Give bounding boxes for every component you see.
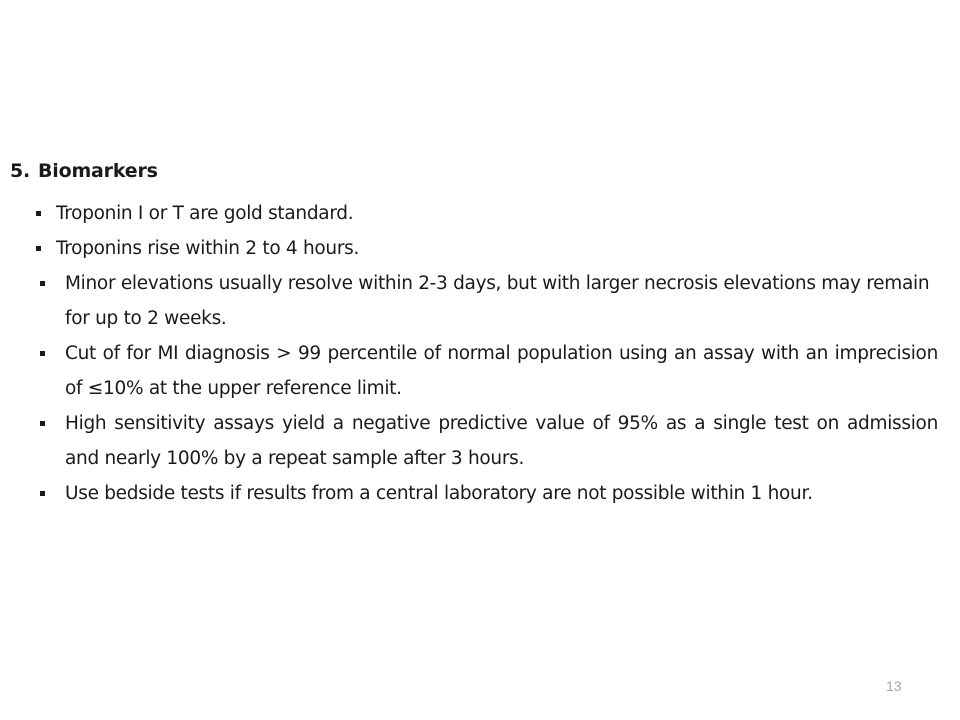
bullet-item	[36, 336, 938, 406]
bullet-text: Troponin I or T are gold standard.	[56, 203, 354, 224]
page-number: 13	[886, 678, 902, 694]
square-bullet-icon	[40, 476, 48, 511]
bullet-text: High sensitivity assays yield a negative predictive value of 95% as a single test on admission and nearly 100% by a repeat sample after 3 hours.	[65, 413, 938, 469]
section-number: 5.	[10, 160, 31, 182]
bullet-text: Cut of for MI diagnosis > 99 percentile of normal population using an assay with an imprecision of ≤10% at the upper reference limit.	[65, 343, 938, 399]
square-bullet-icon	[40, 266, 48, 301]
bullet-text: Use bedside tests if results from a central laboratory are not possible within 1 hour.	[65, 483, 813, 504]
bullet-text: Troponins rise within 2 to 4 hours.	[56, 238, 360, 259]
square-bullet-icon	[36, 196, 44, 231]
section-title: Biomarkers	[38, 160, 158, 182]
bullet-item	[36, 406, 938, 476]
square-bullet-icon	[40, 336, 48, 371]
bullet-list	[36, 196, 938, 511]
bullet-item	[36, 196, 938, 231]
section-heading	[10, 160, 158, 182]
square-bullet-icon	[36, 231, 44, 266]
bullet-item	[36, 476, 938, 511]
bullet-text: Minor elevations usually resolve within 2-3 days, but with larger necrosis elevations may remain for up to 2 weeks.	[65, 273, 930, 329]
square-bullet-icon	[40, 406, 48, 441]
bullet-item	[36, 231, 938, 266]
bullet-item	[36, 266, 938, 336]
